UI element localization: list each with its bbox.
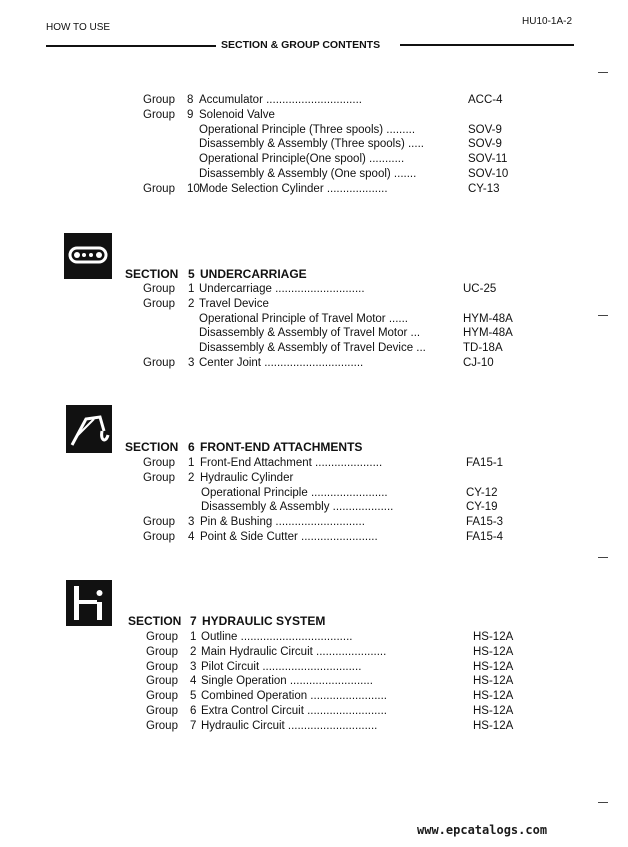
entry-title: Center Joint ............................... [199, 356, 364, 369]
group-label: Group [143, 94, 175, 106]
entry-title: Disassembly & Assembly ................... [201, 501, 394, 514]
toc-section-7 [146, 630, 526, 734]
group-number: 3 [190, 660, 197, 673]
header-left: HOW TO USE [46, 22, 111, 33]
group-number: 3 [188, 356, 195, 369]
page-ref: SOV-11 [468, 153, 508, 166]
group-label: Group [146, 719, 178, 732]
toc-row[interactable] [143, 530, 523, 545]
page-ref: HS-12A [473, 704, 514, 717]
toc-row[interactable] [143, 356, 523, 371]
page-ref: CY-13 [468, 182, 500, 195]
entry-title: Disassembly & Assembly (One spool) ....... [199, 167, 417, 180]
entry-title: Hydraulic Cylinder [200, 471, 294, 484]
toc-row[interactable] [143, 515, 523, 530]
toc-row[interactable] [143, 500, 523, 515]
toc-row[interactable] [143, 486, 523, 501]
entry-title: Accumulator .............................. [199, 94, 362, 106]
group-number: 2 [188, 297, 195, 310]
page-ref: HYM-48A [463, 312, 513, 325]
entry-title: Main Hydraulic Circuit ...................... [201, 645, 387, 658]
toc-block-1 [143, 93, 523, 197]
header-rule-left [46, 45, 216, 47]
group-label: Group [146, 660, 178, 673]
group-number: 10 [187, 182, 200, 195]
group-label: Group [143, 356, 175, 369]
section-title: FRONT-END ATTACHMENTS [200, 440, 363, 454]
group-number: 4 [190, 675, 197, 688]
group-number: 2 [188, 471, 195, 484]
group-number: 7 [190, 719, 197, 732]
entry-title: Pilot Circuit ............................... [201, 660, 362, 673]
entry-title: Extra Control Circuit ......................... [201, 704, 387, 717]
group-label: Group [146, 645, 178, 658]
section-label: SECTION [125, 267, 179, 281]
toc-section-5 [143, 282, 523, 371]
group-number: 3 [188, 516, 195, 529]
toc-row[interactable] [143, 282, 523, 297]
toc-row[interactable] [146, 660, 526, 675]
group-number: 6 [190, 704, 197, 717]
section-6-heading [125, 440, 363, 454]
group-number: 8 [187, 94, 194, 106]
toc-row[interactable] [143, 182, 523, 197]
group-number: 5 [190, 690, 197, 703]
toc-row[interactable] [143, 456, 523, 471]
toc-row[interactable] [143, 93, 523, 108]
header-rule-right [400, 44, 574, 46]
entry-title: Operational Principle(One spool) ........... [199, 153, 405, 166]
group-label: Group [143, 516, 175, 529]
page-ref: HYM-48A [463, 327, 513, 340]
toc-row[interactable] [143, 167, 523, 182]
entry-title: Point & Side Cutter ........................ [200, 530, 378, 543]
toc-row[interactable] [143, 471, 523, 486]
entry-title: Undercarriage ............................ [199, 283, 365, 295]
header-right: HU10-1A-2 [522, 16, 573, 27]
margin-tick [598, 315, 608, 316]
section-label: SECTION [125, 440, 179, 454]
page-ref: SOV-9 [468, 123, 502, 136]
section-title: UNDERCARRIAGE [200, 267, 307, 281]
page-ref: HS-12A [473, 645, 514, 658]
group-number: 9 [187, 108, 194, 121]
section-title: HYDRAULIC SYSTEM [202, 614, 326, 628]
section-number: 5 [188, 267, 195, 281]
entry-title: Disassembly & Assembly (Three spools) ..... [199, 138, 424, 151]
entry-title: Disassembly & Assembly of Travel Motor ... [199, 327, 421, 340]
page-ref: SOV-9 [468, 138, 502, 151]
group-number: 1 [188, 457, 195, 469]
group-label: Group [143, 283, 175, 295]
page-ref: HS-12A [473, 675, 514, 688]
margin-tick [598, 557, 608, 558]
page-ref: HS-12A [473, 631, 514, 643]
group-number: 1 [188, 283, 195, 295]
toc-row[interactable] [146, 645, 526, 660]
entry-title: Pin & Bushing ............................ [200, 516, 365, 529]
section-number: 7 [190, 614, 197, 628]
page-ref: FA15-3 [466, 516, 504, 529]
toc-row[interactable] [143, 108, 523, 123]
toc-row[interactable] [143, 312, 523, 327]
toc-row[interactable] [146, 630, 526, 645]
toc-row[interactable] [146, 689, 526, 704]
entry-title: Travel Device [199, 297, 269, 310]
group-label: Group [146, 675, 178, 688]
section-5-heading [125, 267, 307, 281]
entry-title: Outline ................................... [201, 631, 353, 643]
entry-title: Operational Principle ........................ [201, 486, 388, 499]
crawler-track-icon [64, 233, 112, 279]
page-ref: TD-18A [463, 342, 503, 355]
page-ref: FA15-1 [466, 457, 504, 469]
section-label: SECTION [128, 614, 182, 628]
toc-row[interactable] [143, 137, 523, 152]
entry-title: Mode Selection Cylinder ................... [199, 182, 388, 195]
entry-title: Disassembly & Assembly of Travel Device ... [199, 342, 426, 355]
page-ref: UC-25 [463, 283, 497, 295]
group-label: Group [143, 297, 175, 310]
group-label: Group [143, 182, 175, 195]
entry-title: Operational Principle of Travel Motor ...... [199, 312, 409, 325]
section-number: 6 [188, 440, 195, 454]
margin-tick [598, 72, 608, 73]
hydraulic-cylinder-icon [66, 580, 112, 626]
section-7-heading [128, 614, 326, 628]
toc-row[interactable] [146, 674, 526, 689]
toc-row[interactable] [143, 123, 523, 138]
page-ref: CJ-10 [463, 356, 494, 369]
page-ref: HS-12A [473, 690, 514, 703]
excavator-arm-icon [66, 405, 112, 453]
group-label: Group [143, 108, 175, 121]
toc-row[interactable] [146, 719, 526, 734]
footer-url[interactable]: www.epcatalogs.com [417, 823, 548, 837]
group-label: Group [146, 704, 178, 717]
toc-row[interactable] [143, 341, 523, 356]
group-label: Group [143, 530, 175, 543]
page-ref: CY-12 [466, 486, 498, 499]
page-ref: HS-12A [473, 660, 514, 673]
entry-title: Operational Principle (Three spools) ......... [199, 123, 416, 136]
group-label: Group [146, 690, 178, 703]
group-label: Group [146, 631, 178, 643]
group-label: Group [143, 471, 175, 484]
entry-title: Hydraulic Circuit ............................ [201, 719, 378, 732]
group-number: 1 [190, 631, 197, 643]
page-ref: CY-19 [466, 501, 498, 514]
entry-title: Solenoid Valve [199, 108, 275, 121]
entry-title: Single Operation .......................... [201, 675, 373, 688]
toc-row[interactable] [143, 152, 523, 167]
page-ref: ACC-4 [468, 94, 503, 106]
toc-section-6 [143, 456, 523, 545]
entry-title: Combined Operation ........................ [201, 690, 387, 703]
page-ref: FA15-4 [466, 530, 504, 543]
toc-row[interactable] [146, 704, 526, 719]
page-ref: HS-12A [473, 719, 514, 732]
section-contents-title: SECTION & GROUP CONTENTS [221, 39, 381, 51]
page-ref: SOV-10 [468, 167, 509, 180]
group-number: 2 [190, 645, 197, 658]
entry-title: Front-End Attachment ..................... [200, 457, 383, 469]
toc-row[interactable] [143, 326, 523, 341]
group-number: 4 [188, 530, 195, 543]
toc-row[interactable] [143, 297, 523, 312]
margin-tick [598, 802, 608, 803]
group-label: Group [143, 457, 175, 469]
